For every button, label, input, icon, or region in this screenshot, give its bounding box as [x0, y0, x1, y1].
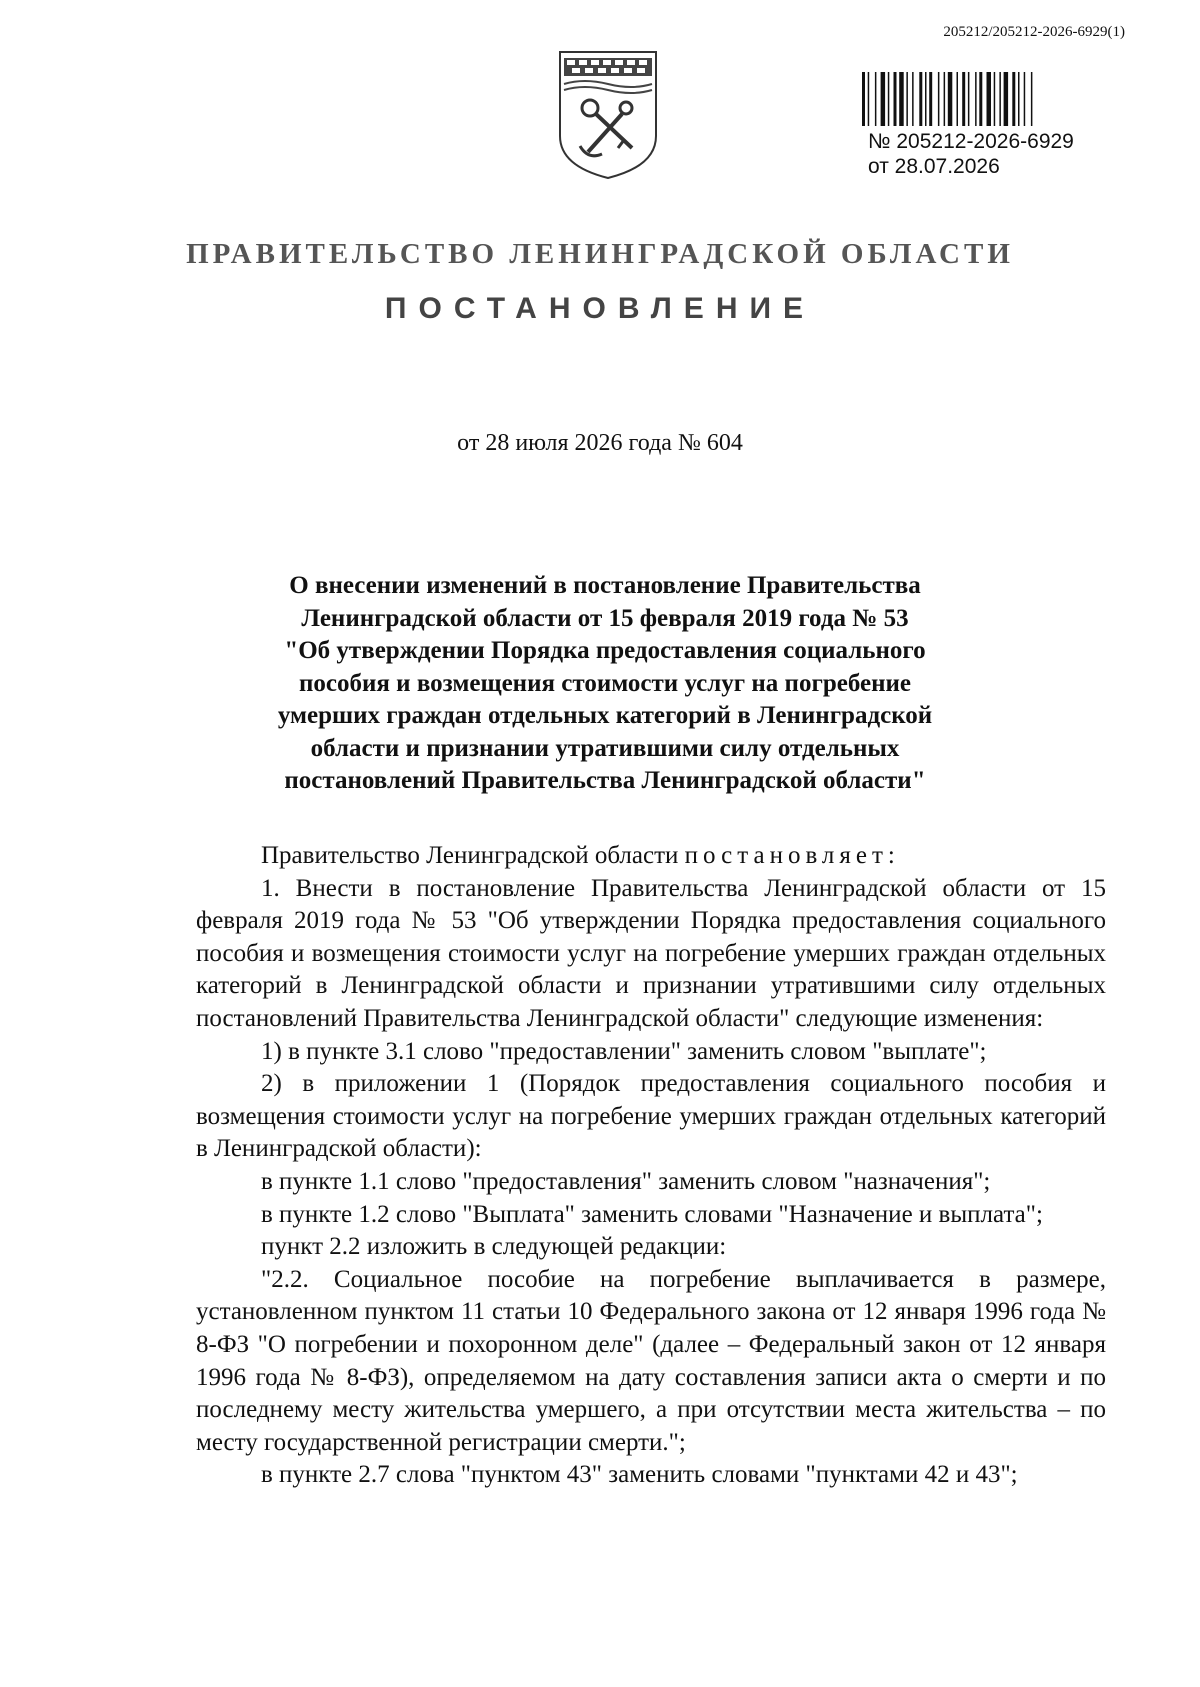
- subject-line: постановлений Правительства Ленинградской области": [284, 767, 926, 794]
- decree-date-number: от 28 июля 2026 года № 604: [457, 430, 743, 456]
- subject-line: области и признании утратившими силу отдельных: [310, 734, 900, 762]
- government-title: ПРАВИТЕЛЬСТВО ЛЕНИНГРАДСКОЙ ОБЛАСТИ: [186, 238, 1014, 270]
- paragraph-item-1-2: в пункте 1.2 слово "Выплата" заменить словами "Назначение и выплата";: [261, 1200, 1043, 1228]
- paragraph-item-1-1: в пункте 1.1 слово "предоставления" заменить словом "назначения";: [261, 1167, 991, 1195]
- registration-number: № 205212-2026-6929: [868, 130, 1074, 153]
- barcode: [860, 72, 1118, 126]
- paragraph-1-2: 2) в приложении 1 (Порядок предоставления социального пособия и возмещения стоимости услуг на погребение умерших граждан отдельных категорий в Ленинградской области):: [196, 1070, 1106, 1163]
- paragraph-item-2-7: в пункте 2.7 слова "пунктом 43" заменить словами "пунктами 42 и 43";: [261, 1461, 1018, 1489]
- subject-line: О внесении изменений в постановление Правительства: [289, 572, 921, 599]
- paragraph-item-2-2-intro: пункт 2.2 изложить в следующей редакции:: [261, 1233, 727, 1261]
- paragraph-1-1: 1) в пункте 3.1 слово "предоставлении" заменить словом "выплате";: [261, 1037, 987, 1065]
- subject-line: пособия и возмещения стоимости услуг на погребение: [299, 669, 911, 697]
- decree-subject: [250, 570, 960, 798]
- subject-line: умерших граждан отдельных категорий в Ленинградской: [277, 702, 933, 729]
- paragraph-1: 1. Внести в постановление Правительства Ленинградской области от 15 февраля 2019 года № 53 "Об утверждении Порядка предоставления социального пособия и возмещения стоимости услуг на погребение умерших граждан отдельных категорий в Ленинградской области и признании утратившими силу отдельных постановлений Правительства Ленинградской области" следующие изменения:: [196, 874, 1106, 1032]
- paragraph-item-2-2-text: "2.2. Социальное пособие на погребение выплачивается в размере, установленном пунктом 11 статьи 10 Федерального закона от 12 января 1996 года № 8-ФЗ "О погребении и похоронном деле" (далее – Федеральный закон от 12 января 1996 года № 8-ФЗ), определяемом на дату составления записи акта о смерти и по последнему месту жительства умершего, а при отсутствии места жительства – по месту государственной регистрации смерти.";: [196, 1265, 1106, 1456]
- intro-paragraph: [196, 840, 1106, 873]
- registration-date: от 28.07.2026: [868, 155, 1000, 178]
- subject-line: "Об утверждении Порядка предоставления социального: [284, 637, 926, 664]
- subject-line: Ленинградской области от 15 февраля 2019 года № 53: [301, 604, 909, 632]
- intro-prefix: Правительство Ленинградской области: [261, 842, 679, 869]
- coat-of-arms-emblem: [554, 48, 662, 182]
- document-id: 205212/205212-2026-6929(1): [943, 24, 1125, 40]
- decree-body: [196, 840, 1106, 1492]
- intro-resolves: постановляет:: [684, 842, 900, 869]
- decree-title: ПОСТАНОВЛЕНИЕ: [384, 292, 816, 325]
